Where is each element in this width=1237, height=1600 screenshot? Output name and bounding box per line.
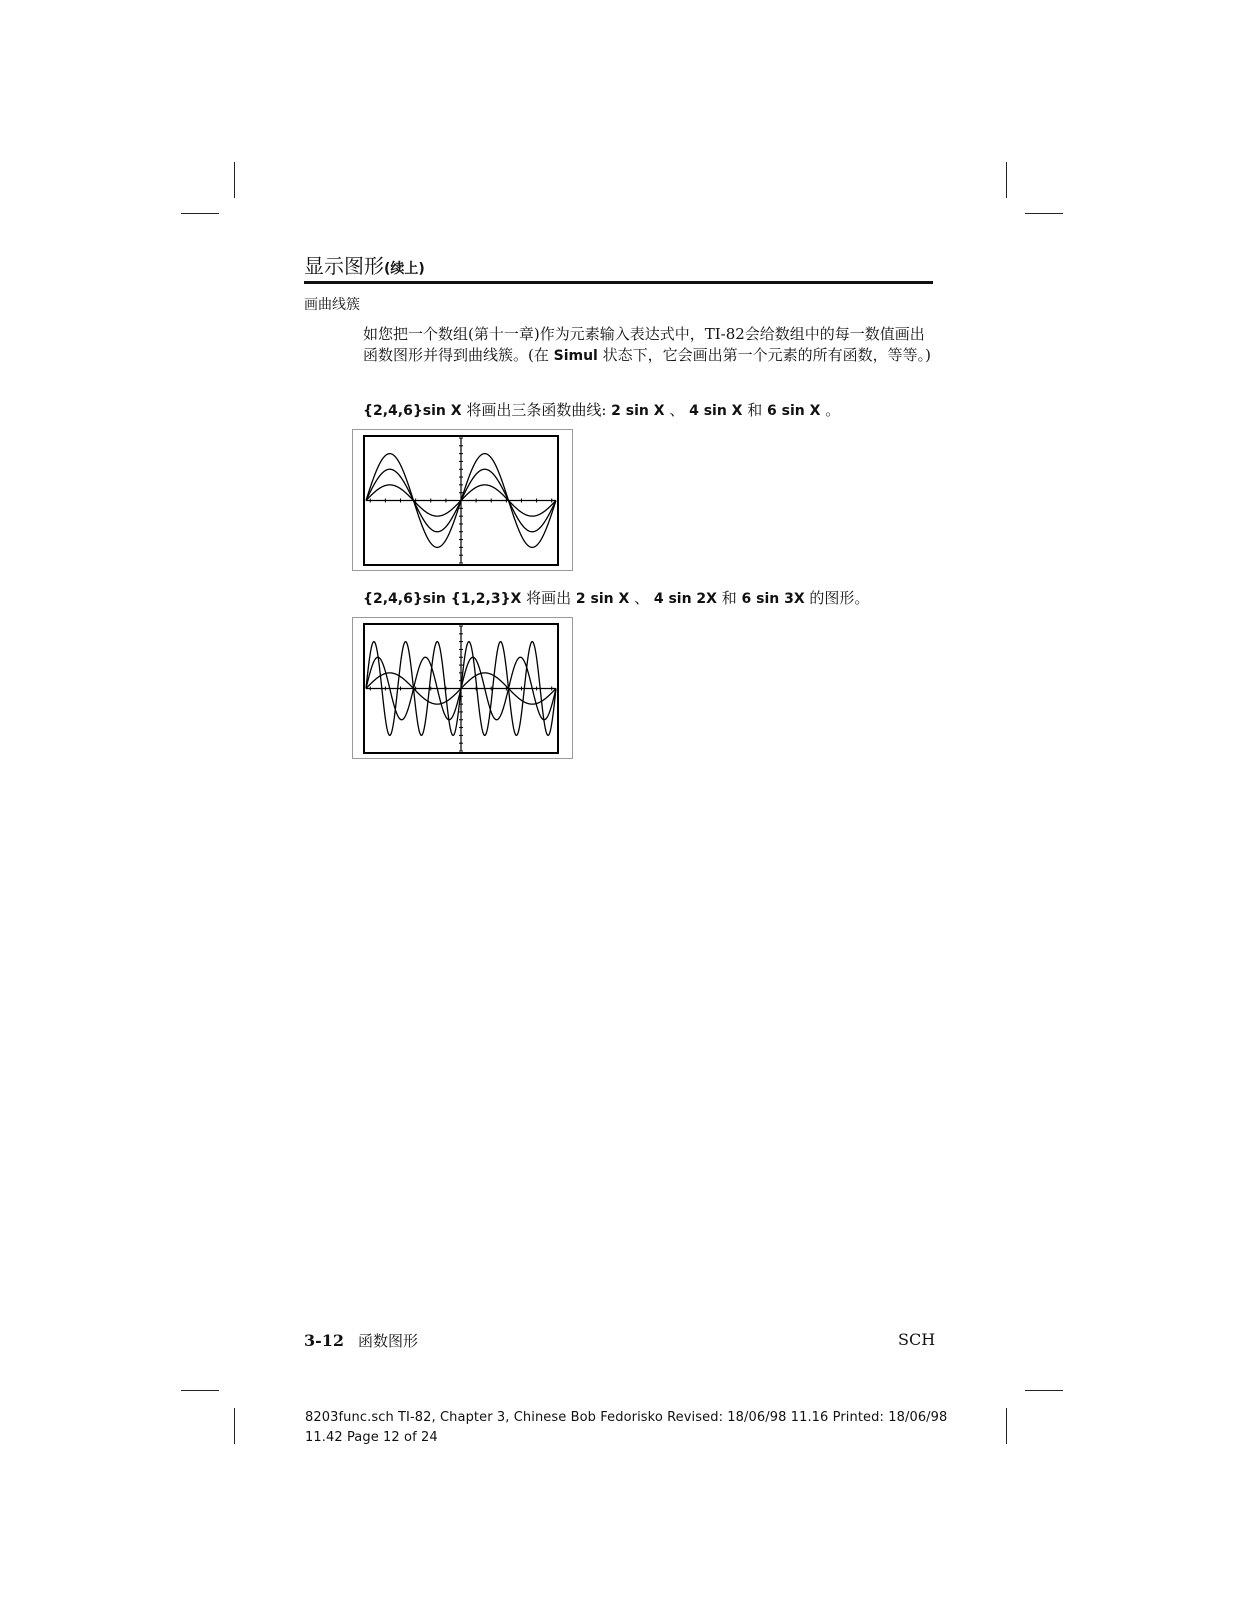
crop-mark (234, 162, 235, 198)
function: 2 sin X (575, 591, 630, 607)
page-footer (304, 1330, 418, 1351)
function: 6 sin 3X (741, 591, 805, 607)
expression: {2,4,6}sin {1,2,3}X (363, 591, 522, 607)
crop-mark (1025, 213, 1063, 214)
graph-plot-2 (363, 623, 559, 754)
subheading: 画曲线簇 (304, 297, 360, 313)
example-end: 。 (820, 401, 841, 419)
conjunction: 和 (742, 401, 768, 419)
title-text: 显示图形 (304, 254, 384, 278)
example-2 (363, 587, 869, 608)
separator: 、 (629, 589, 654, 607)
function: 4 sin X (689, 403, 743, 419)
crop-mark (234, 1408, 235, 1444)
page-number: 3-12 (304, 1331, 345, 1350)
example-end: 的图形。 (804, 589, 870, 607)
separator: 、 (664, 401, 690, 419)
chapter-name: 函数图形 (358, 1332, 419, 1350)
crop-mark (1006, 162, 1007, 198)
function: 2 sin X (611, 403, 665, 419)
graph-screen-1 (352, 429, 573, 571)
paragraph-text: 状态下，它会画出第一个元素的所有函数，等等。) (597, 345, 931, 364)
title-continued: (续上) (384, 261, 425, 277)
crop-mark (1006, 1408, 1007, 1444)
crop-mark (181, 1390, 219, 1391)
mode-keyword: Simul (553, 347, 598, 364)
crop-mark (181, 213, 219, 214)
crop-mark (1025, 1390, 1063, 1391)
section-title (304, 250, 425, 279)
example-text: 将画出三条函数曲线: (461, 401, 612, 419)
graph-plot-1 (363, 435, 559, 566)
example-text: 将画出 (521, 589, 576, 607)
function: 6 sin X (767, 403, 821, 419)
graph-screen-2 (352, 617, 573, 759)
example-1 (363, 399, 840, 420)
expression: {2,4,6}sin X (363, 403, 462, 419)
function: 4 sin 2X (653, 591, 717, 607)
language-code: SCH (898, 1330, 936, 1349)
paragraph-text: 如您把一个数组(第十一章)作为元素输入表达式中，TI-82会给数组中的每一数值画出函数图形并得到曲线簇。(在 (363, 325, 925, 364)
title-rule (304, 281, 933, 284)
file-info: 8203func.sch TI-82, Chapter 3, Chinese Bob Fedorisko Revised: 18/06/98 11.16 Printed: 18/06/98 11.42 Page 12 of 24 (305, 1410, 948, 1445)
intro-paragraph (363, 324, 935, 366)
conjunction: 和 (716, 589, 742, 607)
